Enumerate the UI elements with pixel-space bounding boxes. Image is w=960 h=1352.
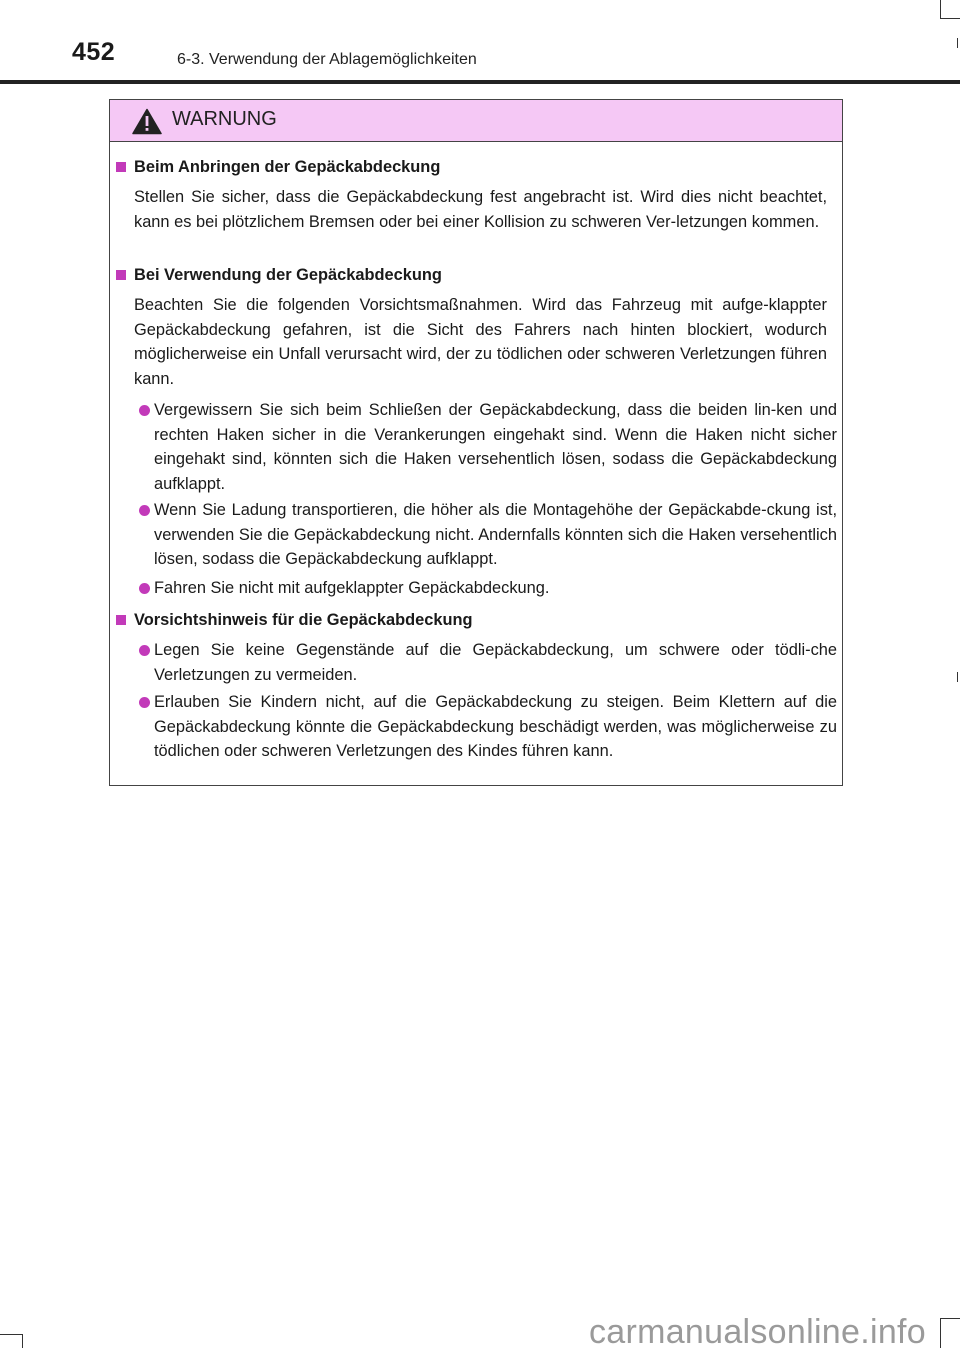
page-number: 452	[72, 38, 116, 66]
section-bullet-square	[116, 615, 126, 625]
bullet-text: Fahren Sie nicht mit aufgeklappter Gepäckabdeckung.	[154, 579, 550, 597]
crop-mark	[22, 1334, 23, 1348]
warning-title: WARNUNG	[172, 108, 277, 130]
section-text-2: Beachten Sie die folgenden Vorsichtsmaßnahmen. Wird das Fahrzeug mit aufge-klappter Gepäckabdeckung gefahren, ist die Sicht des Fahrers nach hinten blockiert, wodurch möglicherweise ein Unfall verursacht wird, der zu tödlichen oder schweren Verletzungen führen kann.	[134, 296, 827, 388]
crop-mark	[940, 18, 960, 19]
bullet-text: Legen Sie keine Gegenstände auf die Gepäckabdeckung, um schwere oder tödli-che Verletzungen zu vermeiden.	[154, 641, 837, 684]
section-text-1: Stellen Sie sicher, dass die Gepäckabdeckung fest angebracht ist. Wird dies nicht beachtet, kann es bei plötzlichem Bremsen oder bei einer Kollision zu schweren Ver-letzungen kommen.	[134, 188, 827, 231]
crop-mark	[0, 1334, 22, 1335]
bullet-dot	[139, 405, 150, 416]
section-bullet-square	[116, 270, 126, 280]
section-bullet-square	[116, 162, 126, 172]
bullet-dot	[139, 505, 150, 516]
bullet-dot	[139, 583, 150, 594]
section-title-2: Bei Verwendung der Gepäckabdeckung	[134, 266, 442, 284]
crop-mark	[957, 672, 958, 682]
bullet-dot	[139, 697, 150, 708]
crop-mark	[940, 1318, 960, 1319]
section-title-1: Beim Anbringen der Gepäckabdeckung	[134, 158, 441, 176]
bullet-text: Erlauben Sie Kindern nicht, auf die Gepäckabdeckung zu steigen. Beim Klettern auf die Gepäckabdeckung könnte die Gepäckabdeckung beschädigt werden, was möglicherweise zu tödlichen oder schweren Verletzungen des Kindes führen kann.	[154, 693, 837, 760]
crop-mark	[940, 0, 941, 18]
section-title: 6-3. Verwendung der Ablagemöglichkeiten	[177, 51, 477, 68]
crop-mark	[940, 1318, 941, 1348]
bullet-dot	[139, 645, 150, 656]
bullet-text: Vergewissern Sie sich beim Schließen der Gepäckabdeckung, dass die beiden lin-ken und rechten Haken sicher in die Verankerungen eingehakt sind. Wenn die Haken nicht sicher eingehakt sind, könnten sich die Haken versehentlich lösen, sodass die Gepäckabdeckung aufklappt.	[154, 401, 837, 493]
section-title-3: Vorsichtshinweis für die Gepäckabdeckung	[134, 611, 473, 629]
warning-box	[109, 99, 843, 786]
warning-header	[110, 100, 842, 142]
crop-mark	[957, 38, 958, 48]
warning-triangle-icon	[132, 108, 162, 135]
header-rule	[0, 80, 960, 84]
page-header	[0, 0, 960, 84]
bullet-text: Wenn Sie Ladung transportieren, die höher als die Montagehöhe der Gepäckabde-ckung ist, verwenden Sie die Gepäckabdeckung nicht. Andernfalls könnten sich die Haken versehentlich lösen, sodass die Gepäckabdeckung aufklappt.	[154, 501, 837, 568]
watermark: carmanualsonline.info	[588, 1313, 926, 1351]
